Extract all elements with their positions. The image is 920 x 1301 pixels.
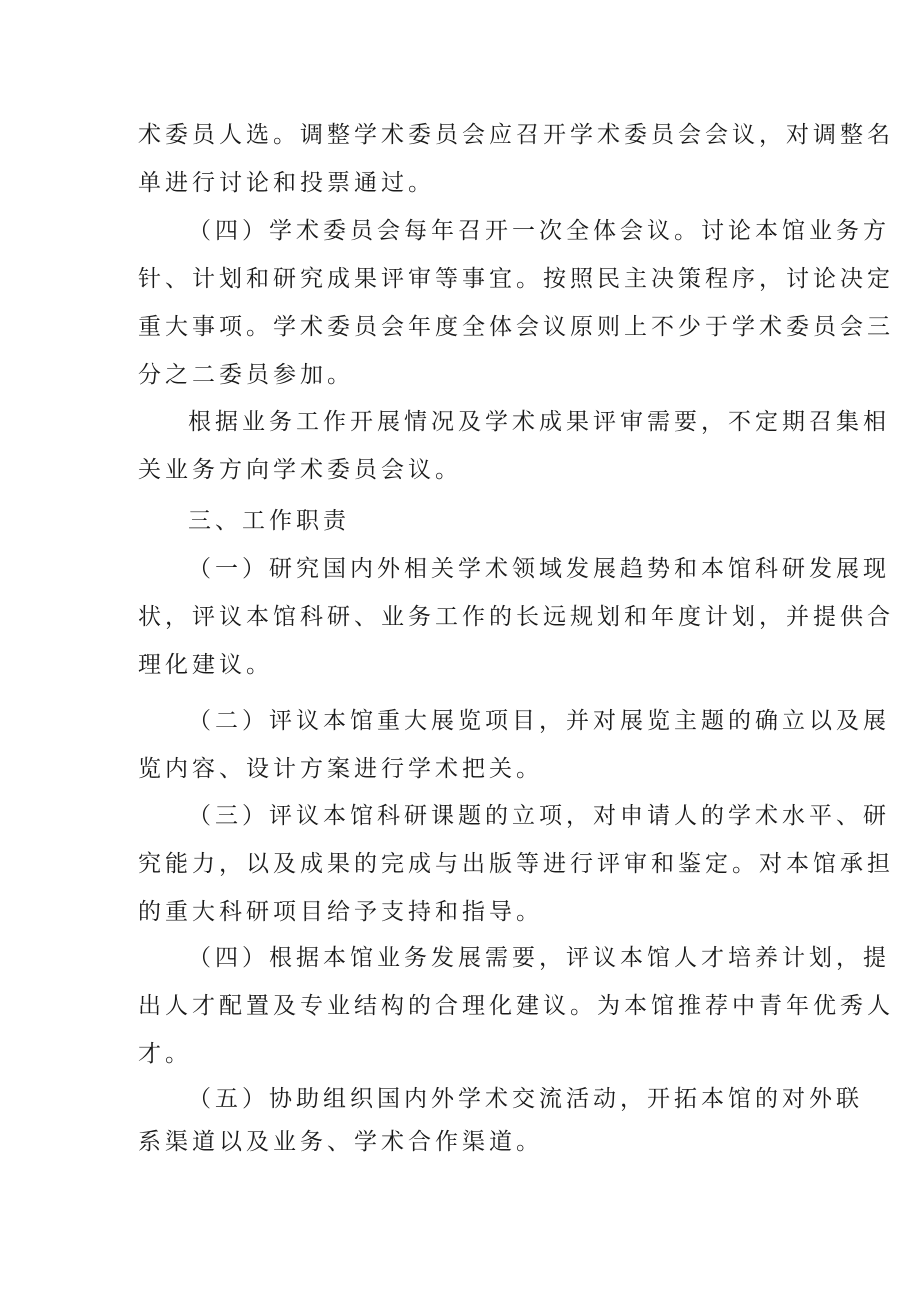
text-line: 关业务方向学术委员会议。 bbox=[138, 457, 462, 483]
paragraph-duty-4 bbox=[138, 934, 894, 1078]
paragraph-duty-5 bbox=[138, 1078, 863, 1164]
text-line: （五）协助组织国内外学术交流活动，开拓本馆的对外联 bbox=[188, 1086, 863, 1112]
text-line: 针、计划和研究成果评审等事宜。按照民主决策程序，讨论决定 bbox=[138, 266, 894, 292]
paragraph-ad-hoc-meeting bbox=[138, 398, 890, 494]
text-line: 理化建议。 bbox=[138, 652, 273, 678]
section-heading-text: 三、工作职责 bbox=[188, 508, 350, 534]
text-line: 重大事项。学术委员会年度全体会议原则上不少于学术委员会三 bbox=[138, 314, 894, 340]
text-line: 才。 bbox=[138, 1041, 192, 1067]
text-line: 状，评议本馆科研、业务工作的长远规划和年度计划，并提供合 bbox=[138, 604, 894, 630]
text-line: 的重大科研项目给予支持和指导。 bbox=[138, 899, 543, 925]
section-heading-duties bbox=[138, 497, 798, 545]
text-line: （四）根据本馆业务发展需要，评议本馆人才培养计划，提 bbox=[188, 945, 890, 971]
text-line: （一）研究国内外相关学术领域发展趋势和本馆科研发展现 bbox=[188, 556, 890, 582]
paragraph-duty-2 bbox=[138, 697, 890, 793]
paragraph-plenary-meeting bbox=[138, 207, 894, 399]
paragraph-duty-1 bbox=[138, 545, 894, 689]
text-line: 出人才配置及专业结构的合理化建议。为本馆推荐中青年优秀人 bbox=[138, 993, 894, 1019]
text-line: 系渠道以及业务、学术合作渠道。 bbox=[138, 1129, 543, 1155]
text-line: 览内容、设计方案进行学术把关。 bbox=[138, 756, 543, 782]
text-line: （三）评议本馆科研课题的立项，对申请人的学术水平、研 bbox=[188, 803, 890, 829]
text-line: 分之二委员参加。 bbox=[138, 362, 354, 388]
text-line: 术委员人选。调整学术委员会应召开学术委员会会议，对调整名 bbox=[138, 122, 894, 148]
paragraph-duty-3 bbox=[138, 792, 894, 936]
text-line: 究能力，以及成果的完成与出版等进行评审和鉴定。对本馆承担 bbox=[138, 851, 894, 877]
text-line: （四）学术委员会每年召开一次全体会议。讨论本馆业务方 bbox=[188, 218, 890, 244]
text-line: （二）评议本馆重大展览项目，并对展览主题的确立以及展 bbox=[188, 708, 890, 734]
paragraph-committee-adjustment bbox=[138, 111, 894, 207]
text-line: 单进行讨论和投票通过。 bbox=[138, 170, 435, 196]
text-line: 根据业务工作开展情况及学术成果评审需要，不定期召集相 bbox=[188, 409, 890, 435]
